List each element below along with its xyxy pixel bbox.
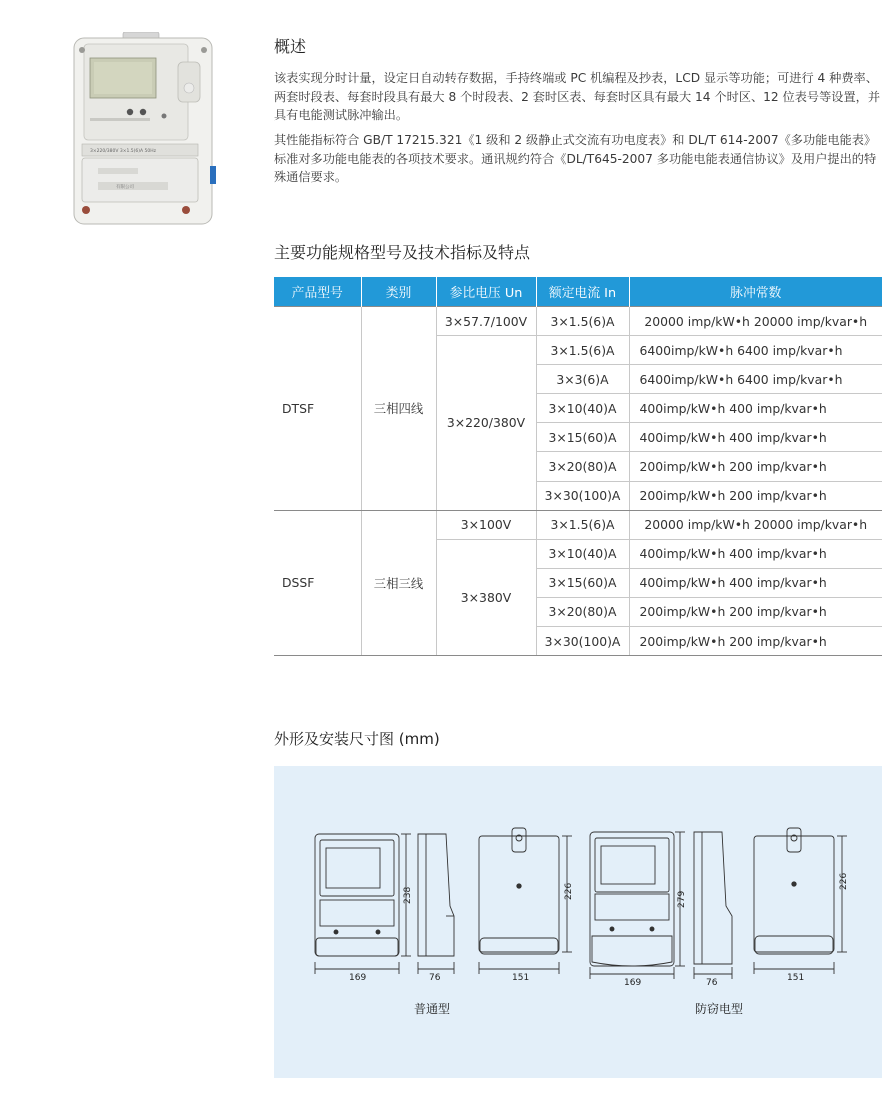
voltage-cell: 3×220/380V [436,336,536,511]
current-cell: 3×20(80)A [536,452,629,481]
current-cell: 3×10(40)A [536,394,629,423]
voltage-cell: 3×100V [436,510,536,539]
normal-side-view [418,834,454,974]
voltage-cell: 3×380V [436,539,536,655]
current-cell: 3×15(60)A [536,423,629,452]
normal-front-view [315,834,411,974]
header-model: 产品型号 [274,277,361,307]
pulse-cell: 6400imp/kW•h 6400 imp/kvar•h [629,336,882,365]
current-cell: 3×1.5(6)A [536,336,629,365]
caption-normal-type: 普通型 [414,1002,451,1016]
pulse-cell: 200imp/kW•h 200 imp/kvar•h [629,481,882,510]
dim-label-169-anti: 169 [624,978,642,988]
caption-anti-theft-type: 防窃电型 [695,1002,744,1016]
voltage-cell: 3×57.7/100V [436,307,536,336]
header-pulse: 脉冲常数 [629,277,882,307]
dim-label-151-normal: 151 [512,973,530,983]
dim-label-226-anti: 226 [839,872,849,890]
model-cell: DTSF [274,307,361,511]
pulse-cell: 20000 imp/kW•h 20000 imp/kvar•h [629,307,882,336]
anti-front-view [590,832,685,979]
current-cell: 3×1.5(6)A [536,510,629,539]
pulse-cell: 200imp/kW•h 200 imp/kvar•h [629,627,882,656]
dimensions-title: 外形及安装尺寸图 (mm) [274,730,440,748]
pulse-cell: 400imp/kW•h 400 imp/kvar•h [629,423,882,452]
dimension-drawing [274,766,882,1078]
pulse-cell: 400imp/kW•h 400 imp/kvar•h [629,539,882,568]
model-cell: DSSF [274,510,361,655]
current-cell: 3×20(80)A [536,597,629,626]
pulse-cell: 200imp/kW•h 200 imp/kvar•h [629,452,882,481]
dim-label-169-normal: 169 [349,973,367,983]
current-cell: 3×30(100)A [536,481,629,510]
header-category: 类别 [361,277,436,307]
spec-table [274,277,882,656]
meter-rating-text: 3×220/380V 3×1.5(6)A 50Hz [90,149,156,154]
anti-back-view [754,828,847,974]
category-cell: 三相四线 [361,307,436,511]
dim-label-151-anti: 151 [787,973,805,983]
dim-label-226-normal: 226 [564,882,574,900]
spec-title: 主要功能规格型号及技术指标及特点 [274,243,531,262]
dim-label-76-anti: 76 [706,978,718,988]
pulse-cell: 6400imp/kW•h 6400 imp/kvar•h [629,365,882,394]
dim-label-238: 238 [403,886,413,904]
normal-back-view [479,828,572,974]
table-row [274,307,882,336]
pulse-cell: 400imp/kW•h 400 imp/kvar•h [629,394,882,423]
header-voltage: 参比电压 Un [436,277,536,307]
dim-label-76-normal: 76 [429,973,441,983]
anti-side-view [694,832,732,979]
pulse-cell: 200imp/kW•h 200 imp/kvar•h [629,597,882,626]
pulse-cell: 400imp/kW•h 400 imp/kvar•h [629,568,882,597]
current-cell: 3×30(100)A [536,627,629,656]
overview-paragraph-2: 其性能指标符合 GB/T 17215.321《1 级和 2 级静止式交流有功电度表》和 DL/T 614-2007《多功能电能表》标准对多功能电能表的各项技术要求。通讯规约符合《DL/T645-2007 多功能电能表通信协议》及用户提出的特殊通信要求。 [274,133,877,184]
current-cell: 3×10(40)A [536,539,629,568]
table-row [274,510,882,539]
overview-paragraph-1: 该表实现分时计量，设定日自动转存数据，手持终端或 PC 机编程及抄表，LCD 显示等功能；可进行 4 种费率、两套时段表、每套时段具有最大 8 个时段表、2 套时区表、每套时区具有最大 14 个时区、12 位表号等设置，并具有电能测试脉冲输出。 [274,71,881,122]
spec-table-header-row [274,277,882,307]
current-cell: 3×15(60)A [536,568,629,597]
pulse-cell: 20000 imp/kW•h 20000 imp/kvar•h [629,510,882,539]
current-cell: 3×1.5(6)A [536,307,629,336]
meter-company-text: 有限公司 [116,185,134,190]
dim-label-279: 279 [677,890,687,908]
header-current: 额定电流 In [536,277,629,307]
current-cell: 3×3(6)A [536,365,629,394]
overview-title: 概述 [274,37,307,56]
category-cell: 三相三线 [361,510,436,655]
meter-product-photo [68,32,218,232]
